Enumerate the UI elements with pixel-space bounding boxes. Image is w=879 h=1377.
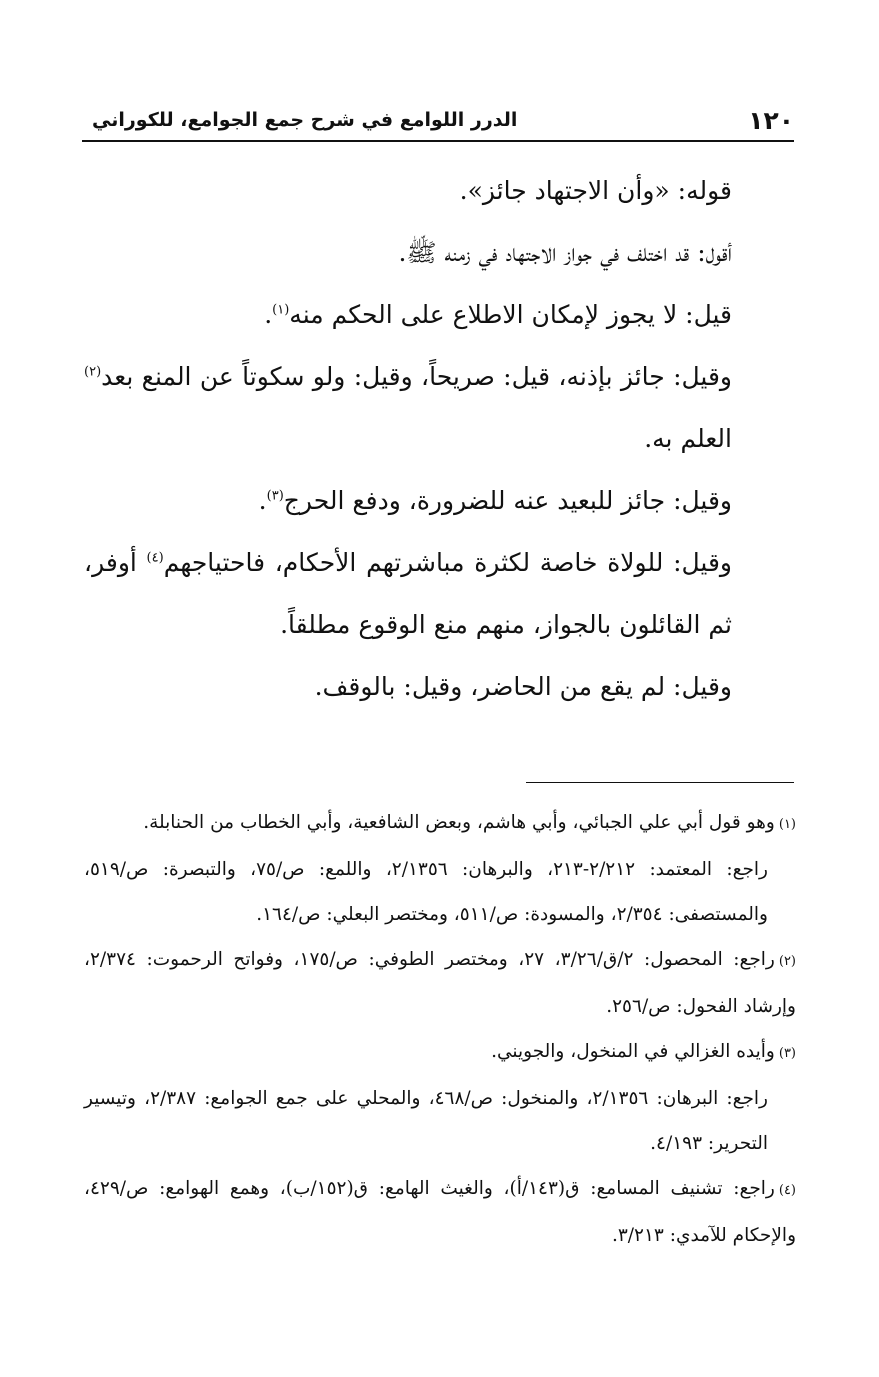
footnote-ref-3: (٣) <box>266 488 284 504</box>
footnote-divider <box>526 782 794 783</box>
paragraph-5-end: . <box>258 486 267 515</box>
footnote-3-continuation: راجع: البرهان: ٢/١٣٥٦، والمنخول: ص/٤٦٨، والمحلي على جمع الجوامع: ٢/٣٨٧، وتيسير التحرير: ٤/١٩٣. <box>84 1088 768 1154</box>
page-header <box>82 100 794 142</box>
paragraph-5 <box>84 470 794 532</box>
footnote-3 <box>84 1029 796 1076</box>
footnote-2-text: راجع: المحصول: ٢/ق/٣/٢٦، ٢٧، ومختصر الطوفي: ص/١٧٥، وفواتح الرحموت: ٢/٣٧٤، وإرشاد الفحول: ص/٢٥٦. <box>84 949 796 1017</box>
footnote-ref-1: (١) <box>272 302 290 318</box>
footnote-2 <box>84 937 796 1029</box>
footnote-1-text: وهو قول أبي علي الجبائي، وأبي هاشم، وبعض الشافعية، وأبي الخطاب من الحنابلة. <box>143 812 775 833</box>
footnote-4-text: راجع: تشنيف المسامع: ق(١٤٣/أ)، والغيث الهامع: ق(١٥٢/ب)، وهمع الهوامع: ص/٤٢٩، والإحكام للآمدي: ٣/٢١٣. <box>84 1178 796 1246</box>
paragraph-4 <box>84 346 794 470</box>
paragraph-6 <box>84 532 794 656</box>
paragraph-7: وقيل: لم يقع من الحاضر، وقيل: بالوقف. <box>314 672 732 701</box>
footnote-ref-2: (٢) <box>84 364 102 380</box>
footnote-1-number: (١) <box>778 817 796 832</box>
footnote-4-number: (٤) <box>778 1183 796 1198</box>
page-number: ١٢٠ <box>748 105 794 135</box>
running-title: الدرر اللوامع في شرح جمع الجوامع، للكوراني <box>92 109 518 131</box>
paragraph-3-end: . <box>264 300 273 329</box>
paragraph-3 <box>84 284 794 346</box>
footnote-3-text: وأيده الغزالي في المنخول، والجويني. <box>491 1041 775 1062</box>
paragraph-5-text: وقيل: جائز للبعيد عنه للضرورة، ودفع الحرج <box>283 486 732 515</box>
paragraph-6-text-1: وقيل: للولاة خاصة لكثرة مباشرتهم الأحكام، فاحتياجهم <box>163 548 732 577</box>
main-text <box>84 160 794 718</box>
footnote-4 <box>84 1166 796 1258</box>
footnotes <box>84 800 796 1258</box>
footnote-2-number: (٢) <box>778 954 796 969</box>
paragraph-3-text: قيل: لا يجوز لإمكان الاطلاع على الحكم منه <box>289 300 732 329</box>
paragraph-6-text-2: أوفر، ثم القائلون بالجواز، منهم منع الوقوع مطلقاً. <box>84 548 732 639</box>
footnote-ref-4: (٤) <box>146 550 164 566</box>
footnote-3-number: (٣) <box>778 1046 796 1061</box>
paragraph-4-text-2: العلم به. <box>644 424 732 453</box>
footnote-1 <box>84 800 796 847</box>
footnote-1-continuation: راجع: المعتمد: ٢/٢١٢-٢١٣، والبرهان: ٢/١٣٥٦، واللمع: ص/٧٥، والتبصرة: ص/٥١٩، والمستصفى: ٢/٣٥٤، والمسودة: ص/٥١١، ومختصر البعلي: ص/١٦٤. <box>84 859 768 925</box>
paragraph-2: أقول: قد اختلف في جواز الاجتهاد في زمنه ﷺ. <box>398 238 732 267</box>
paragraph-4-text-1: وقيل: جائز بإذنه، قيل: صريحاً، وقيل: ولو سكوتاً عن المنع بعد <box>101 362 732 391</box>
paragraph-1: قوله: «وأن الاجتهاد جائز». <box>459 176 732 205</box>
